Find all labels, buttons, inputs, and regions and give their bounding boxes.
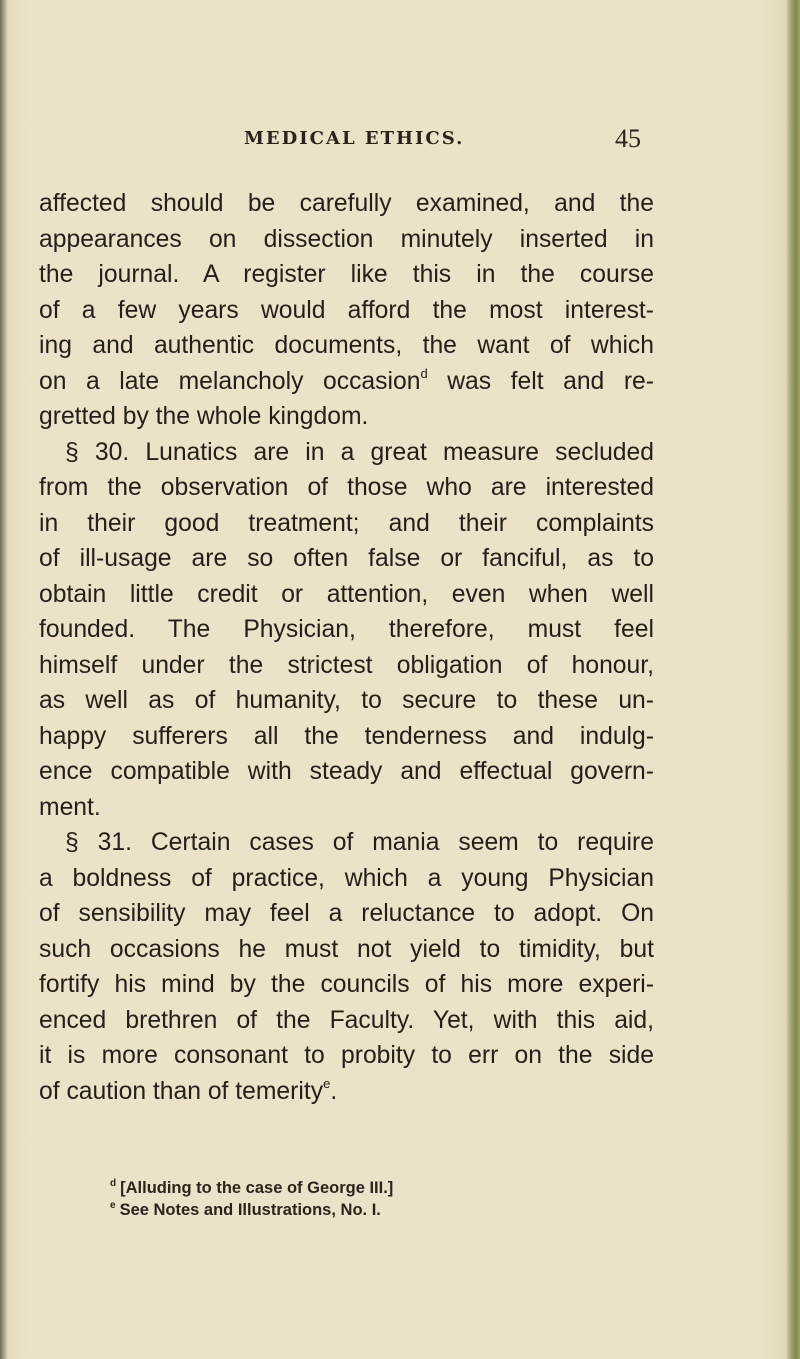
footnotes — [110, 1177, 630, 1221]
text-line: ment. — [39, 793, 101, 821]
paragraph-1 — [39, 186, 654, 435]
footnote-ref-e[interactable]: e — [323, 1075, 331, 1091]
text-line: happy sufferers all the tenderness and indulg- — [39, 722, 654, 750]
paragraph-3 — [39, 825, 654, 1109]
running-title: MEDICAL ETHICS. — [244, 128, 465, 149]
page-left-edge — [0, 0, 8, 1359]
footnote-d — [110, 1177, 630, 1199]
text-line: founded. The Physician, therefore, must feel — [39, 616, 654, 643]
text-line: fortify his mind by the councils of his more experi- — [39, 971, 654, 998]
text-fragment: of caution than of temerity — [39, 1077, 324, 1105]
text-line: gretted by the whole kingdom. — [39, 403, 369, 430]
text-fragment: . — [330, 1077, 338, 1105]
text-line: affected should be carefully examined, and the — [39, 190, 654, 217]
footnote-text: See Notes and Illustrations, No. I. — [119, 1201, 381, 1219]
footnote-e — [110, 1199, 630, 1221]
text-line — [39, 364, 654, 400]
text-line: obtain little credit or attention, even when well — [39, 580, 654, 608]
footnote-ref-d[interactable]: d — [420, 365, 428, 381]
text-line: from the observation of those who are interested — [39, 474, 654, 501]
body-text — [39, 186, 654, 1109]
text-line: it is more consonant to probity to err on the side — [39, 1042, 654, 1069]
text-line: of a few years would afford the most interest- — [39, 296, 654, 324]
text-line: such occasions he must not yield to timidity, but — [39, 935, 654, 963]
page-number: 45 — [615, 124, 641, 153]
text-fragment: on a late melancholy occasion — [39, 367, 421, 395]
page-right-edge — [786, 0, 800, 1359]
text-line: § 31. Certain cases of mania seem to require — [65, 829, 654, 856]
text-line: himself under the strictest obligation of honour, — [39, 651, 654, 679]
text-line: ing and authentic documents, the want of which — [39, 332, 654, 359]
footnote-marker: e — [110, 1200, 116, 1211]
text-line: of sensibility may feel a reluctance to adopt. On — [39, 900, 654, 927]
text-line: enced brethren of the Faculty. Yet, with this aid, — [39, 1006, 654, 1034]
text-line: as well as of humanity, to secure to these un- — [39, 687, 654, 714]
text-line: ence compatible with steady and effectual govern- — [39, 758, 654, 785]
text-line: the journal. A register like this in the course — [39, 261, 654, 288]
text-line: § 30. Lunatics are in a great measure secluded — [65, 438, 654, 466]
footnote-marker: d — [110, 1178, 117, 1189]
text-fragment: was felt and re- — [427, 367, 654, 395]
page-header — [0, 124, 800, 168]
text-line: appearances on dissection minutely inserted in — [39, 225, 654, 253]
footnote-text: [Alluding to the case of George III.] — [120, 1179, 394, 1197]
text-line: a boldness of practice, which a young Physician — [39, 864, 654, 892]
paragraph-2 — [39, 435, 654, 826]
text-line: in their good treatment; and their complaints — [39, 509, 654, 537]
text-line: of ill-usage are so often false or fanciful, as to — [39, 545, 654, 572]
text-line — [39, 1074, 654, 1110]
